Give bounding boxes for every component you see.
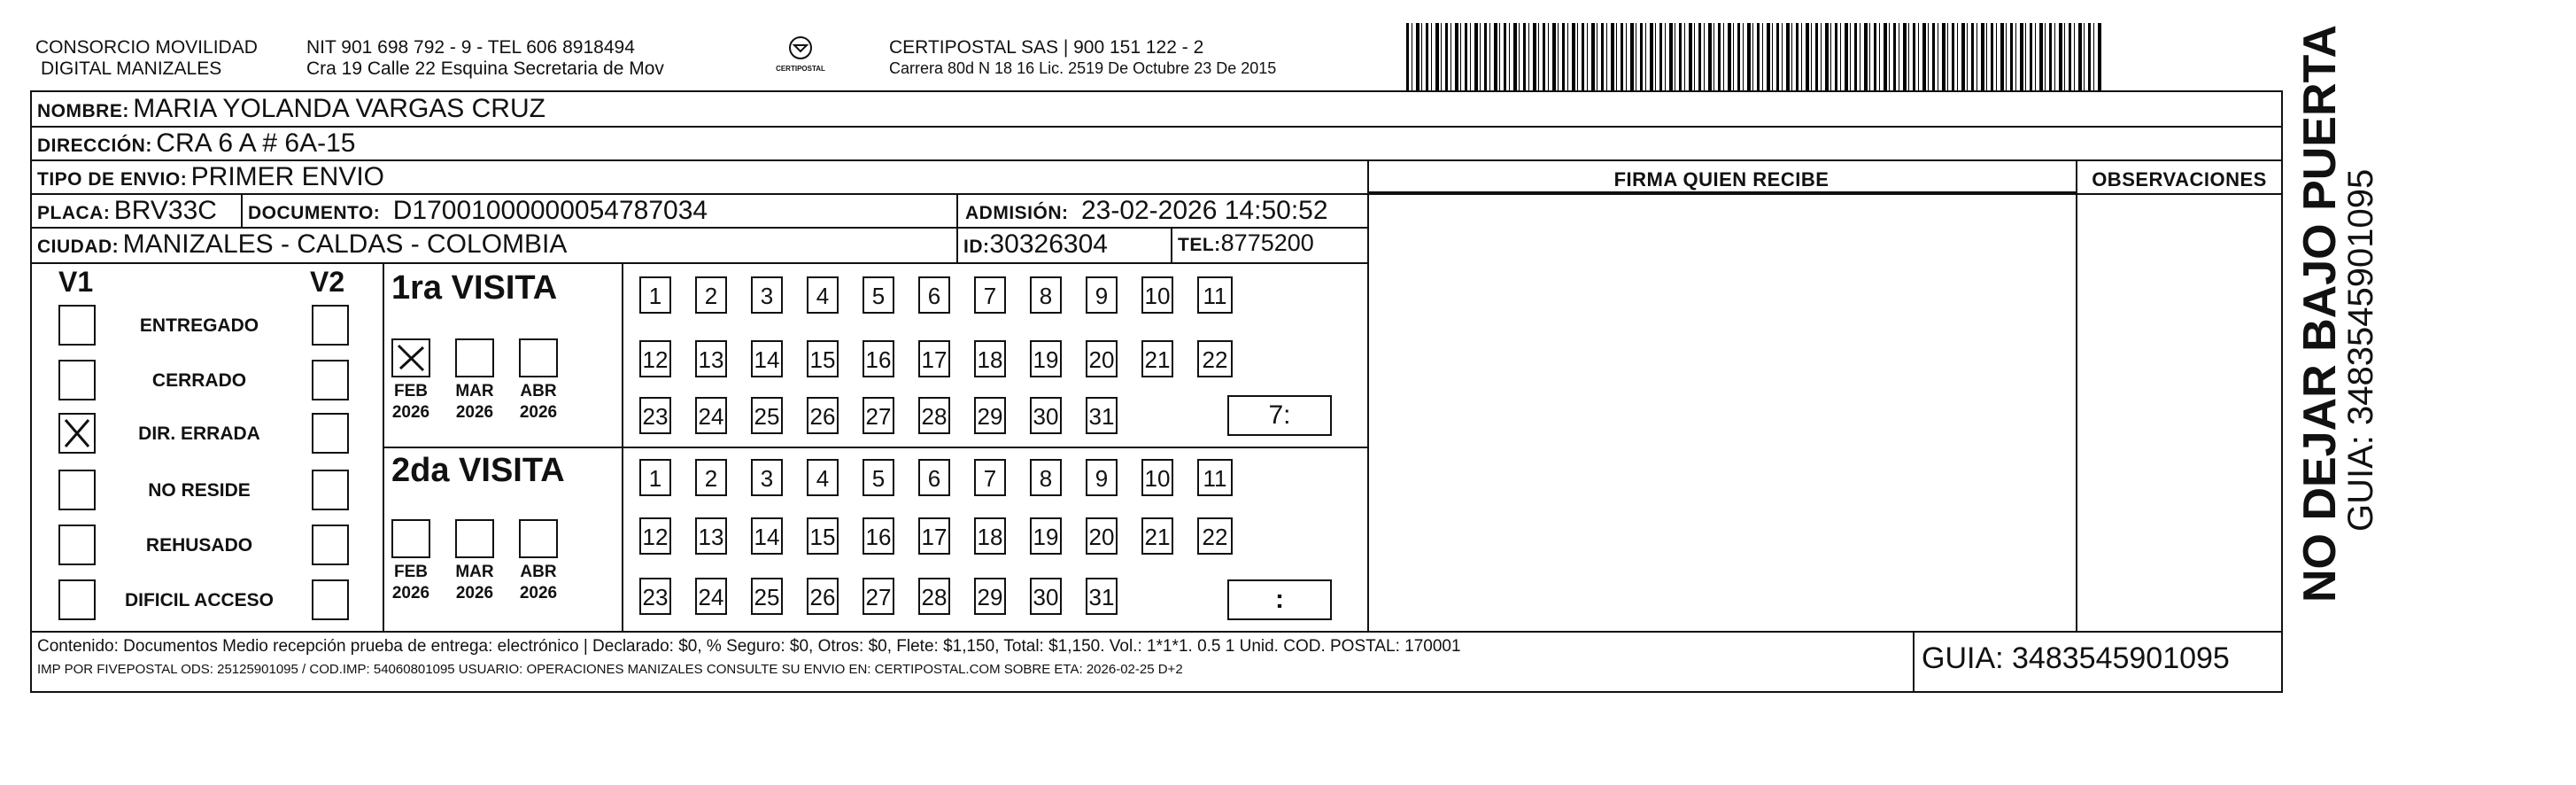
signature-left-border [1367, 159, 1369, 631]
admission-cell [965, 196, 1328, 226]
logo-icon [787, 35, 814, 60]
id-value: 30326304 [989, 229, 1108, 259]
v2-checkbox[interactable] [312, 525, 349, 565]
city-cell [37, 229, 567, 260]
v1-header: V1 [58, 266, 94, 298]
id-label: ID: [963, 237, 990, 257]
month-name: FEB [394, 563, 428, 581]
visit2-time-field[interactable]: : [1227, 579, 1332, 620]
day-box[interactable]: 31 [1086, 578, 1118, 615]
ship-type-value: PRIMER ENVIO [190, 162, 385, 191]
row-divider [30, 227, 1367, 229]
day-box[interactable]: 22 [1197, 517, 1233, 555]
day-box[interactable]: 31 [1086, 397, 1118, 434]
status-label: REHUSADO [145, 535, 253, 556]
status-label: DIFICIL ACCESO [124, 590, 274, 610]
day-box[interactable]: 20 [1086, 517, 1118, 555]
day-box[interactable]: 21 [1141, 517, 1173, 555]
month-checkbox[interactable] [519, 519, 558, 558]
day-box[interactable]: 29 [974, 397, 1006, 434]
address-label: DIRECCIÓN: [37, 136, 152, 156]
side-guia: GUIA: 3483545901095 [2341, 168, 2380, 532]
month-label [384, 381, 437, 424]
day-box[interactable]: 18 [974, 517, 1006, 555]
document-value: D17001000000054787034 [392, 196, 708, 225]
day-box[interactable]: 25 [751, 397, 783, 434]
row-divider [30, 159, 2283, 161]
visit1-title: 1ra VISITA [391, 269, 558, 307]
tel-label: TEL: [1178, 235, 1221, 255]
certipostal-logo [776, 35, 825, 78]
no-dejar-warning: NO DEJAR BAJO PUERTA [2294, 24, 2346, 602]
nit-line: NIT 901 698 792 - 9 - TEL 606 8918494 [306, 37, 635, 58]
row-divider [30, 193, 1367, 195]
day-box[interactable]: 13 [695, 517, 727, 555]
day-box[interactable]: 6 [918, 459, 950, 496]
month-checkbox[interactable] [391, 338, 430, 377]
day-box[interactable]: 30 [1030, 578, 1062, 615]
document-label: DOCUMENTO: [248, 203, 381, 223]
signature-header-line [1367, 193, 2283, 195]
month-year: 2026 [391, 584, 430, 602]
v2-checkbox[interactable] [312, 579, 349, 620]
month-checkbox[interactable] [455, 519, 494, 558]
city-label: CIUDAD: [37, 237, 120, 257]
day-box[interactable]: 27 [863, 578, 894, 615]
month-year: 2026 [391, 403, 430, 422]
day-box[interactable]: 17 [918, 517, 950, 555]
cell-divider [956, 193, 958, 262]
day-box[interactable]: 25 [751, 578, 783, 615]
day-box[interactable]: 26 [807, 397, 839, 434]
v2-checkbox[interactable] [312, 305, 349, 346]
month-name: FEB [394, 382, 428, 400]
v2-checkbox[interactable] [312, 360, 349, 400]
day-box[interactable]: 14 [751, 517, 783, 555]
month-name: ABR [520, 563, 557, 581]
day-box[interactable]: 5 [863, 459, 894, 496]
day-box[interactable]: 7 [974, 459, 1006, 496]
barcode [1406, 23, 2101, 92]
name-value: MARIA YOLANDA VARGAS CRUZ [133, 94, 545, 123]
day-box[interactable]: 24 [695, 397, 727, 434]
visit-row-divider [383, 447, 1367, 448]
v1-checkbox[interactable] [58, 579, 96, 620]
v1-checkbox[interactable] [58, 305, 96, 346]
observations-header: OBSERVACIONES [2092, 168, 2267, 190]
footer-guia: GUIA: 3483545901095 [1922, 641, 2230, 675]
day-box[interactable]: 8 [1030, 276, 1062, 314]
visit1-time-field[interactable]: 7: [1227, 395, 1332, 436]
ship-type-label: TIPO DE ENVIO: [37, 169, 188, 190]
day-box[interactable]: 3 [751, 459, 783, 496]
company-line-2: DIGITAL MANIZALES [41, 58, 222, 79]
day-box[interactable]: 29 [974, 578, 1006, 615]
document-cell [248, 196, 708, 226]
city-value: MANIZALES - CALDAS - COLOMBIA [122, 229, 568, 259]
name-row [37, 94, 545, 124]
observations-area[interactable] [2081, 198, 2279, 627]
status-label: DIR. ERRADA [138, 424, 260, 444]
month-checkbox[interactable] [391, 519, 430, 558]
status-label: NO RESIDE [148, 480, 251, 501]
day-box[interactable]: 16 [863, 340, 894, 377]
day-box[interactable]: 12 [639, 517, 671, 555]
day-box[interactable]: 15 [807, 340, 839, 377]
visit2-title: 2da VISITA [391, 452, 565, 489]
company-line-1: CONSORCIO MOVILIDAD [35, 37, 258, 58]
day-box[interactable]: 30 [1030, 397, 1062, 434]
address-line: Cra 19 Calle 22 Esquina Secretaria de Mov [306, 58, 664, 79]
day-box[interactable]: 8 [1030, 459, 1062, 496]
month-label [512, 381, 565, 424]
day-box[interactable]: 14 [751, 340, 783, 377]
plate-label: PLACA: [37, 203, 111, 223]
tel-value: 8775200 [1220, 229, 1314, 256]
month-year: 2026 [519, 584, 558, 602]
v1-checkbox[interactable] [58, 413, 96, 454]
footer-divider [30, 631, 2283, 633]
day-box[interactable]: 2 [695, 459, 727, 496]
day-box[interactable]: 28 [918, 397, 950, 434]
day-box[interactable]: 24 [695, 578, 727, 615]
day-box[interactable]: 19 [1030, 517, 1062, 555]
day-box[interactable]: 6 [918, 276, 950, 314]
month-year: 2026 [455, 584, 494, 602]
day-box[interactable]: 18 [974, 340, 1006, 377]
month-name: MAR [455, 382, 494, 400]
row-divider [30, 262, 1367, 264]
month-name: ABR [520, 382, 557, 400]
day-box[interactable]: 19 [1030, 340, 1062, 377]
cell-divider [241, 193, 243, 227]
status-label: CERRADO [151, 370, 247, 391]
v2-checkbox[interactable] [312, 470, 349, 510]
v2-header: V2 [310, 266, 345, 298]
v1-checkbox[interactable] [58, 360, 96, 400]
id-cell [963, 229, 1108, 260]
day-box[interactable]: 21 [1141, 340, 1173, 377]
tel-cell [1178, 229, 1314, 257]
day-box[interactable]: 10 [1141, 459, 1173, 496]
company-name [35, 37, 258, 80]
plate-cell [37, 196, 217, 226]
day-box[interactable]: 16 [863, 517, 894, 555]
v2-checkbox[interactable] [312, 413, 349, 454]
footer-print-line: IMP POR FIVEPOSTAL ODS: 25125901095 / COD.IMP: 54060801095 USUARIO: OPERACIONES MANIZALES CONSULTE SU ENVIO EN: CERTIPOSTAL.COM SOBRE ETA: 2026-02-25 D+2 [37, 662, 1183, 677]
day-box[interactable]: 20 [1086, 340, 1118, 377]
admission-value: 23-02-2026 14:50:52 [1080, 196, 1328, 225]
day-box[interactable]: 23 [639, 578, 671, 615]
month-checkbox[interactable] [519, 338, 558, 377]
month-label [448, 381, 501, 424]
day-box[interactable]: 17 [918, 340, 950, 377]
v1-checkbox[interactable] [58, 525, 96, 565]
day-box[interactable]: 7 [974, 276, 1006, 314]
month-checkbox[interactable] [455, 338, 494, 377]
day-box[interactable]: 2 [695, 276, 727, 314]
plate-value: BRV33C [113, 196, 217, 225]
day-box[interactable]: 9 [1086, 276, 1118, 314]
day-box[interactable]: 12 [639, 340, 671, 377]
logo-text: CERTIPOSTAL [776, 65, 825, 73]
month-year: 2026 [519, 403, 558, 422]
month-year: 2026 [455, 403, 494, 422]
day-box[interactable]: 4 [807, 459, 839, 496]
v1-checkbox[interactable] [58, 470, 96, 510]
carrier-info [889, 37, 1276, 78]
signature-area[interactable] [1373, 198, 2070, 627]
month-label [512, 562, 565, 604]
carrier-line-2: Carrera 80d N 18 16 Lic. 2519 De Octubre 23 De 2015 [889, 59, 1277, 77]
month-label [384, 562, 437, 604]
month-name: MAR [455, 563, 494, 581]
day-box[interactable]: 27 [863, 397, 894, 434]
admission-label: ADMISIÓN: [965, 203, 1069, 223]
day-box[interactable]: 5 [863, 276, 894, 314]
footer-content-line: Contenido: Documentos Medio recepción prueba de entrega: electrónico | Declarado: $0, % Seguro: $0, Otros: $0, Flete: $1,150, Total: $1,150. Vol.: 1*1*1. 0.5 1 Unid. COD. POSTAL: 170001 [37, 637, 1461, 656]
day-box[interactable]: 13 [695, 340, 727, 377]
day-box[interactable]: 11 [1197, 459, 1233, 496]
carrier-line-1: CERTIPOSTAL SAS | 900 151 122 - 2 [889, 37, 1204, 58]
cell-divider [1171, 227, 1172, 262]
day-box[interactable]: 22 [1197, 340, 1233, 377]
ship-type-row [37, 162, 384, 192]
month-label [448, 562, 501, 604]
day-box[interactable]: 1 [639, 276, 671, 314]
day-box[interactable]: 1 [639, 459, 671, 496]
day-box[interactable]: 23 [639, 397, 671, 434]
day-box[interactable]: 28 [918, 578, 950, 615]
day-box[interactable]: 9 [1086, 459, 1118, 496]
day-box[interactable]: 4 [807, 276, 839, 314]
address-row [37, 128, 355, 159]
observations-left-border [2076, 159, 2077, 631]
name-label: NOMBRE: [37, 101, 129, 121]
day-box[interactable]: 26 [807, 578, 839, 615]
day-box[interactable]: 3 [751, 276, 783, 314]
sig-top [1367, 191, 2076, 193]
day-box[interactable]: 10 [1141, 276, 1173, 314]
signature-header: FIRMA QUIEN RECIBE [1613, 168, 1830, 190]
company-contact [306, 37, 664, 80]
day-box[interactable]: 11 [1197, 276, 1233, 314]
row-divider [30, 126, 2283, 128]
status-label: ENTREGADO [139, 315, 259, 336]
day-box[interactable]: 15 [807, 517, 839, 555]
address-value: CRA 6 A # 6A-15 [156, 128, 356, 158]
guia-box-border [1913, 631, 1915, 693]
